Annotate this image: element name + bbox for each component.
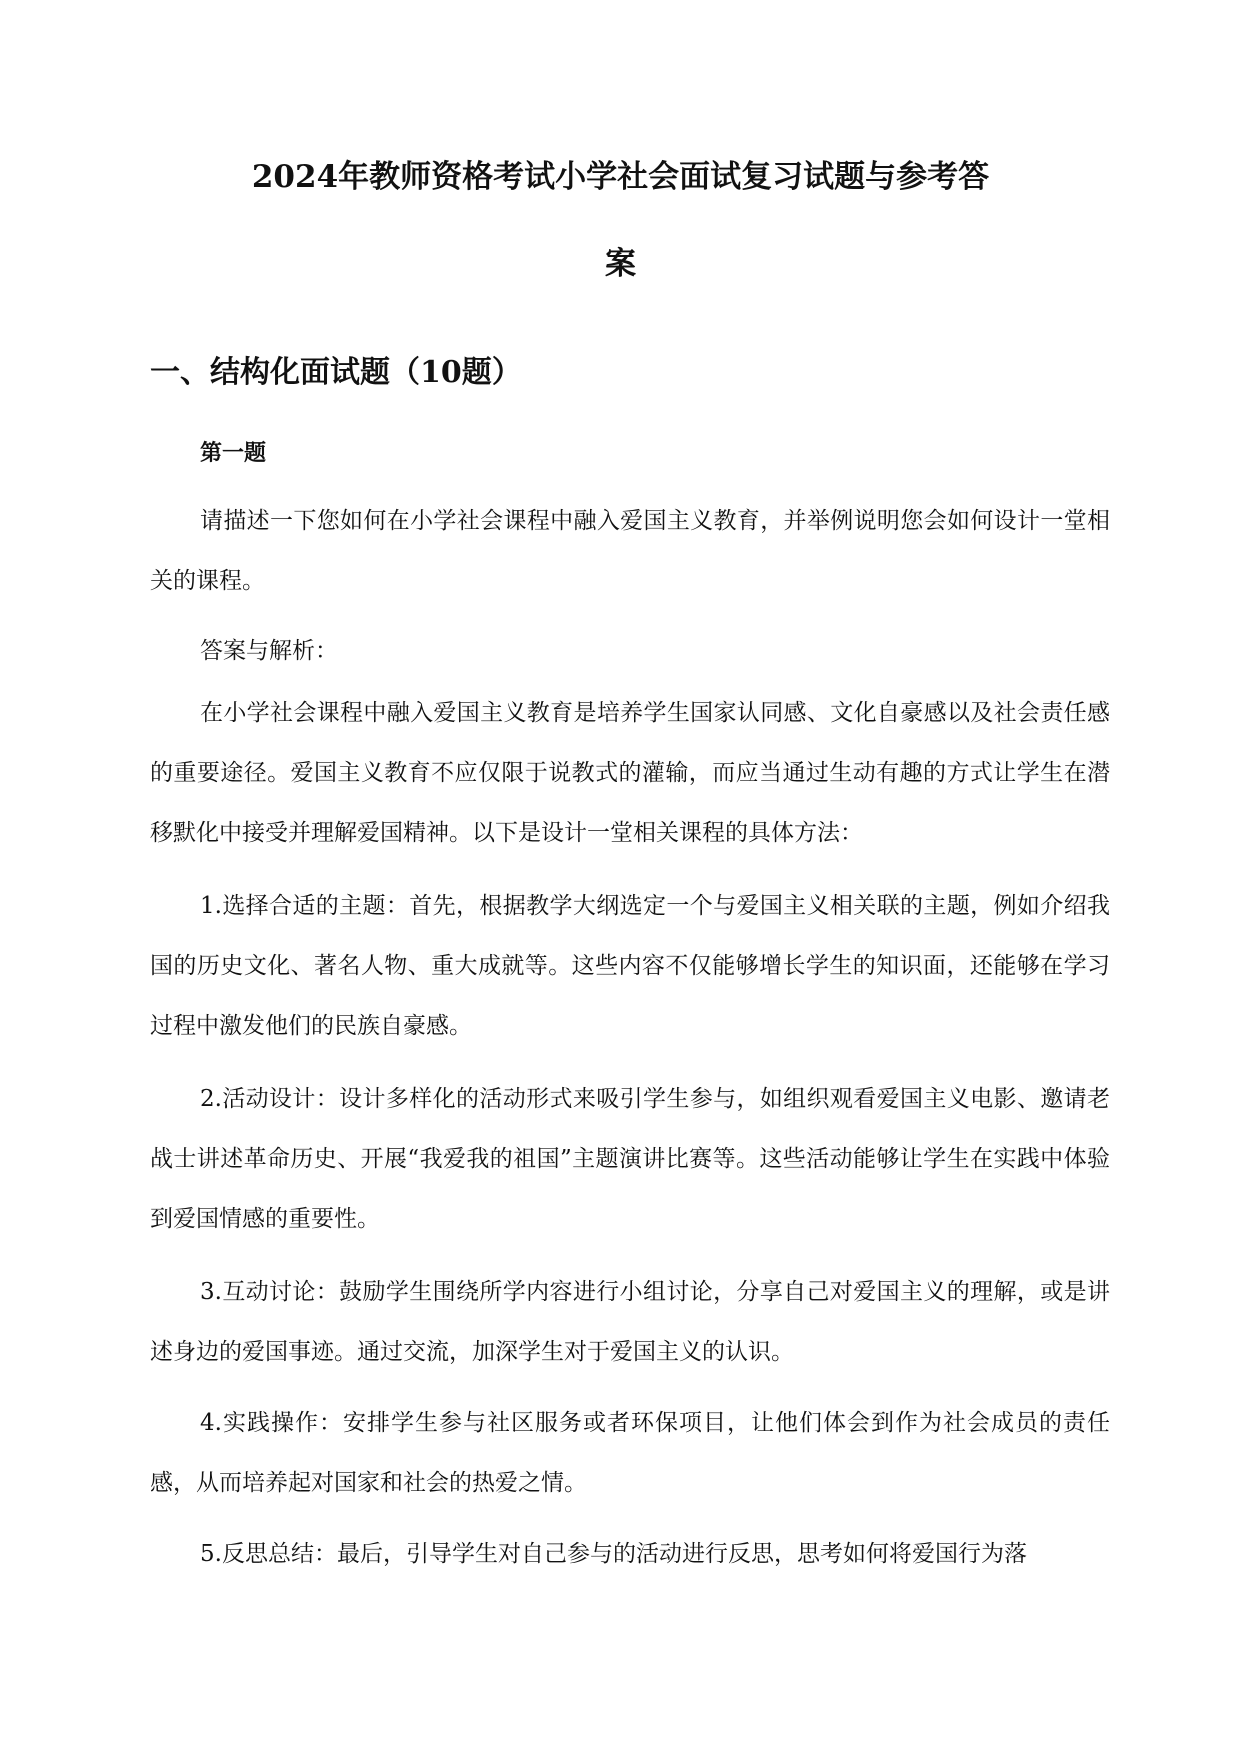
list-item: 4.实践操作：安排学生参与社区服务或者环保项目，让他们体会到作为社会成员的责任感，从而培养起对国家和社会的热爱之情。	[150, 1410, 1110, 1496]
list-item: 1.选择合适的主题：首先，根据教学大纲选定一个与爱国主义相关联的主题，例如介绍我国的历史文化、著名人物、重大成就等。这些内容不仅能够增长学生的知识面，还能够在学习过程中激发他们的民族自豪感。	[150, 893, 1110, 1039]
question-heading: 第一题	[200, 440, 267, 466]
intro-paragraph: 在小学社会课程中融入爱国主义教育是培养学生国家认同感、文化自豪感以及社会责任感的重要途径。爱国主义教育不应仅限于说教式的灌输，而应当通过生动有趣的方式让学生在潜移默化中接受并理解爱国精神。以下是设计一堂相关课程的具体方法：	[150, 700, 1110, 846]
section-heading: 一、结构化面试题（10题）	[150, 355, 522, 390]
list-item: 3.互动讨论：鼓励学生围绕所学内容进行小组讨论，分享自己对爱国主义的理解，或是讲述身边的爱国事迹。通过交流，加深学生对于爱国主义的认识。	[150, 1279, 1110, 1365]
document-title-line-2: 案	[605, 246, 636, 282]
document-title-line-1: 2024年教师资格考试小学社会面试复习试题与参考答	[251, 159, 990, 195]
question-text: 请描述一下您如何在小学社会课程中融入爱国主义教育，并举例说明您会如何设计一堂相关的课程。	[150, 508, 1110, 594]
list-item: 2.活动设计：设计多样化的活动形式来吸引学生参与，如组织观看爱国主义电影、邀请老战士讲述革命历史、开展“我爱我的祖国”主题演讲比赛等。这些活动能够让学生在实践中体验到爱国情感的重要性。	[150, 1086, 1110, 1232]
list-item: 5.反思总结：最后，引导学生对自己参与的活动进行反思，思考如何将爱国行为落	[200, 1541, 1027, 1567]
answer-label: 答案与解析：	[200, 638, 338, 664]
